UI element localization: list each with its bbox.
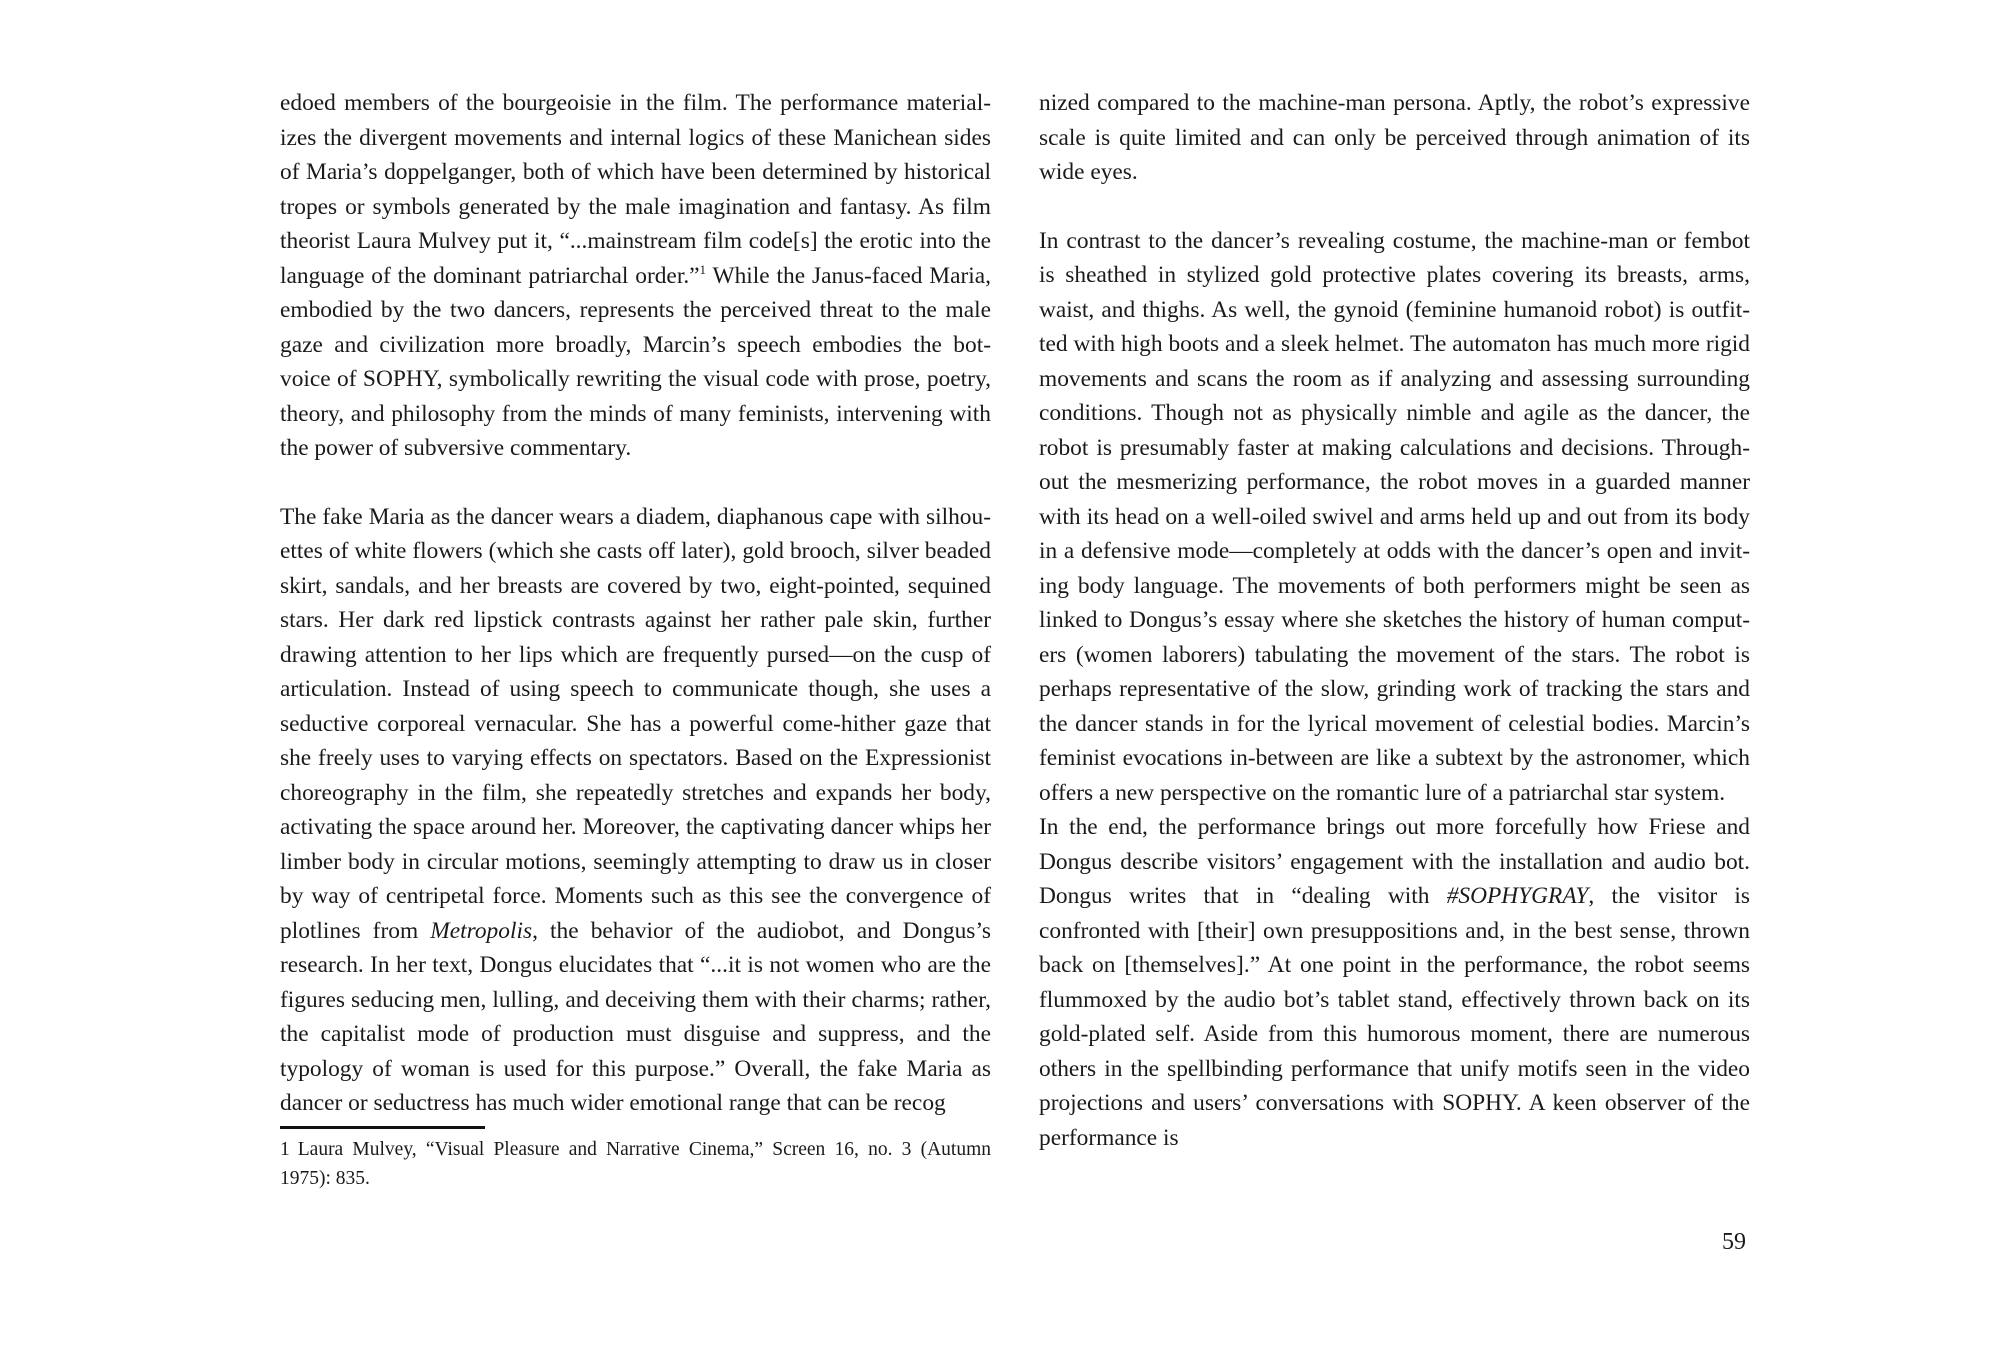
left-paragraph-2-text-a: The fake Maria as the dancer wears a diadem, diaphanous cape with silhouettes of white flowers (which she casts off later), gold brooch, silver beaded skirt, sandals, and her breasts are covered by two, eight-pointed, sequined stars. Her dark red lipstick contrasts against her rather pale skin, further drawing attention to her lips which are frequently pursed—on the cusp of articulation. Instead of using speech to communicate though, she uses a seductive corporeal vernacular. She has a powerful come-hither gaze that she freely uses to varying effects on spectators. Based on the Expressionist choreography in the film, she repeatedly stretches and expands her body, activating the space around her. Moreover, the captivating dancer whips her limber body in circular motions, seemingly attempting to draw us in closer by way of centripetal force. Moments such as this see the convergence of plotlines from (280, 503, 991, 944)
footnote-text: Laura Mulvey, “Visual Pleasure and Narrative Cinema,” Screen 16, no. 3 (Autumn 1975): 835. (280, 1139, 991, 1189)
left-paragraph-1 (280, 86, 991, 466)
left-paragraph-1-tail: While the Janus-faced Maria, embodied by the two dancers, represents the perceived threat to the male gaze and civilization more broadly, Marcin’s speech embodies the bot-voice of SOPHY, symbolically rewriting the visual code with prose, poetry, theory, and philosophy from the minds of many feminists, intervening with the power of subversive commentary. (280, 262, 991, 461)
left-paragraph-1-text: edoed members of the bourgeoisie in the film. The performance materializes the divergent movements and internal logics of these Manichean sides of Maria’s doppelganger, both of which have been determined by historical tropes or symbols generated by the male imagination and fantasy. As film theorist Laura Mulvey put it, “...mainstream film code[s] the erotic into the language of the dominant patriarchal order.” (280, 90, 991, 289)
footnote-reference[interactable]: 1 (699, 261, 707, 277)
right-paragraph-3 (1039, 810, 1750, 1155)
footnote-divider (280, 1126, 485, 1129)
footnote (280, 1135, 991, 1193)
right-paragraph-2: In contrast to the dancer’s revealing costume, the machine-man or fembot is sheathed in stylized gold protective plates covering its breasts, arms, waist, and thighs. As well, the gynoid (feminine humanoid robot) is outfitted with high boots and a sleek helmet. The automaton has much more rigid movements and scans the room as if analyzing and assessing surrounding conditions. Though not as physically nimble and agile as the dancer, the robot is presumably faster at making calculations and decisions. Throughout the mesmerizing performance, the robot moves in a guarded manner with its head on a well-oiled swivel and arms held up and out from its body in a defensive mode—completely at odds with the dancer’s open and inviting body language. The movements of both performers might be seen as linked to Dongus’s essay where she sketches the history of human computers (women laborers) tabulating the movement of the stars. The robot is perhaps representative of the slow, grinding work of tracking the stars and the dancer stands in for the lyrical movement of celestial bodies. Marcin’s feminist evocations in-between are like a subtext by the astronomer, which offers a new perspective on the romantic lure of a patriarchal star system. (1039, 227, 1750, 806)
right-column (1039, 86, 1750, 1155)
right-paragraph-3-text-a: In the end, the performance brings out more forcefully how Friese and Dongus describe visitors’ engagement with the installation and audio bot. Dongus writes that in “dealing with (1039, 814, 1750, 909)
right-paragraph-3-text-b: , the visitor is confronted with [their] own presuppositions and, in the best sense, thrown back on [themselves].” At one point in the performance, the robot seems flummoxed by the audio bot’s tablet stand, effectively thrown back on its gold-plated self. Aside from this humorous moment, there are numerous others in the spellbinding performance that unify motifs seen in the video projections and users’ conversations with SOPHY. A keen observer of the performance is (1039, 883, 1750, 1151)
left-paragraph-2-text-b: , the behavior of the audiobot, and Dongus’s research. In her text, Dongus elucidates that “...it is not women who are the figures seducing men, lulling, and deceiving them with their charms; rather, the capitalist mode of production must disguise and suppress, and the typology of woman is used for this purpose.” Overall, the fake Maria as dancer or seductress has much wider emotional range that can be recog (280, 917, 992, 1116)
left-column (280, 86, 991, 1121)
left-paragraph-2 (280, 500, 991, 1121)
footnote-number: 1 (280, 1139, 290, 1160)
page-number: 59 (1722, 1229, 1746, 1255)
film-title-italic: Metropolis (430, 917, 533, 944)
right-paragraph-1: nized compared to the machine-man persona. Aptly, the robot’s expressive scale is quite limited and can only be perceived through animation of its wide eyes. (1039, 90, 1750, 185)
hashtag-italic: #SOPHYGRAY (1446, 883, 1589, 909)
